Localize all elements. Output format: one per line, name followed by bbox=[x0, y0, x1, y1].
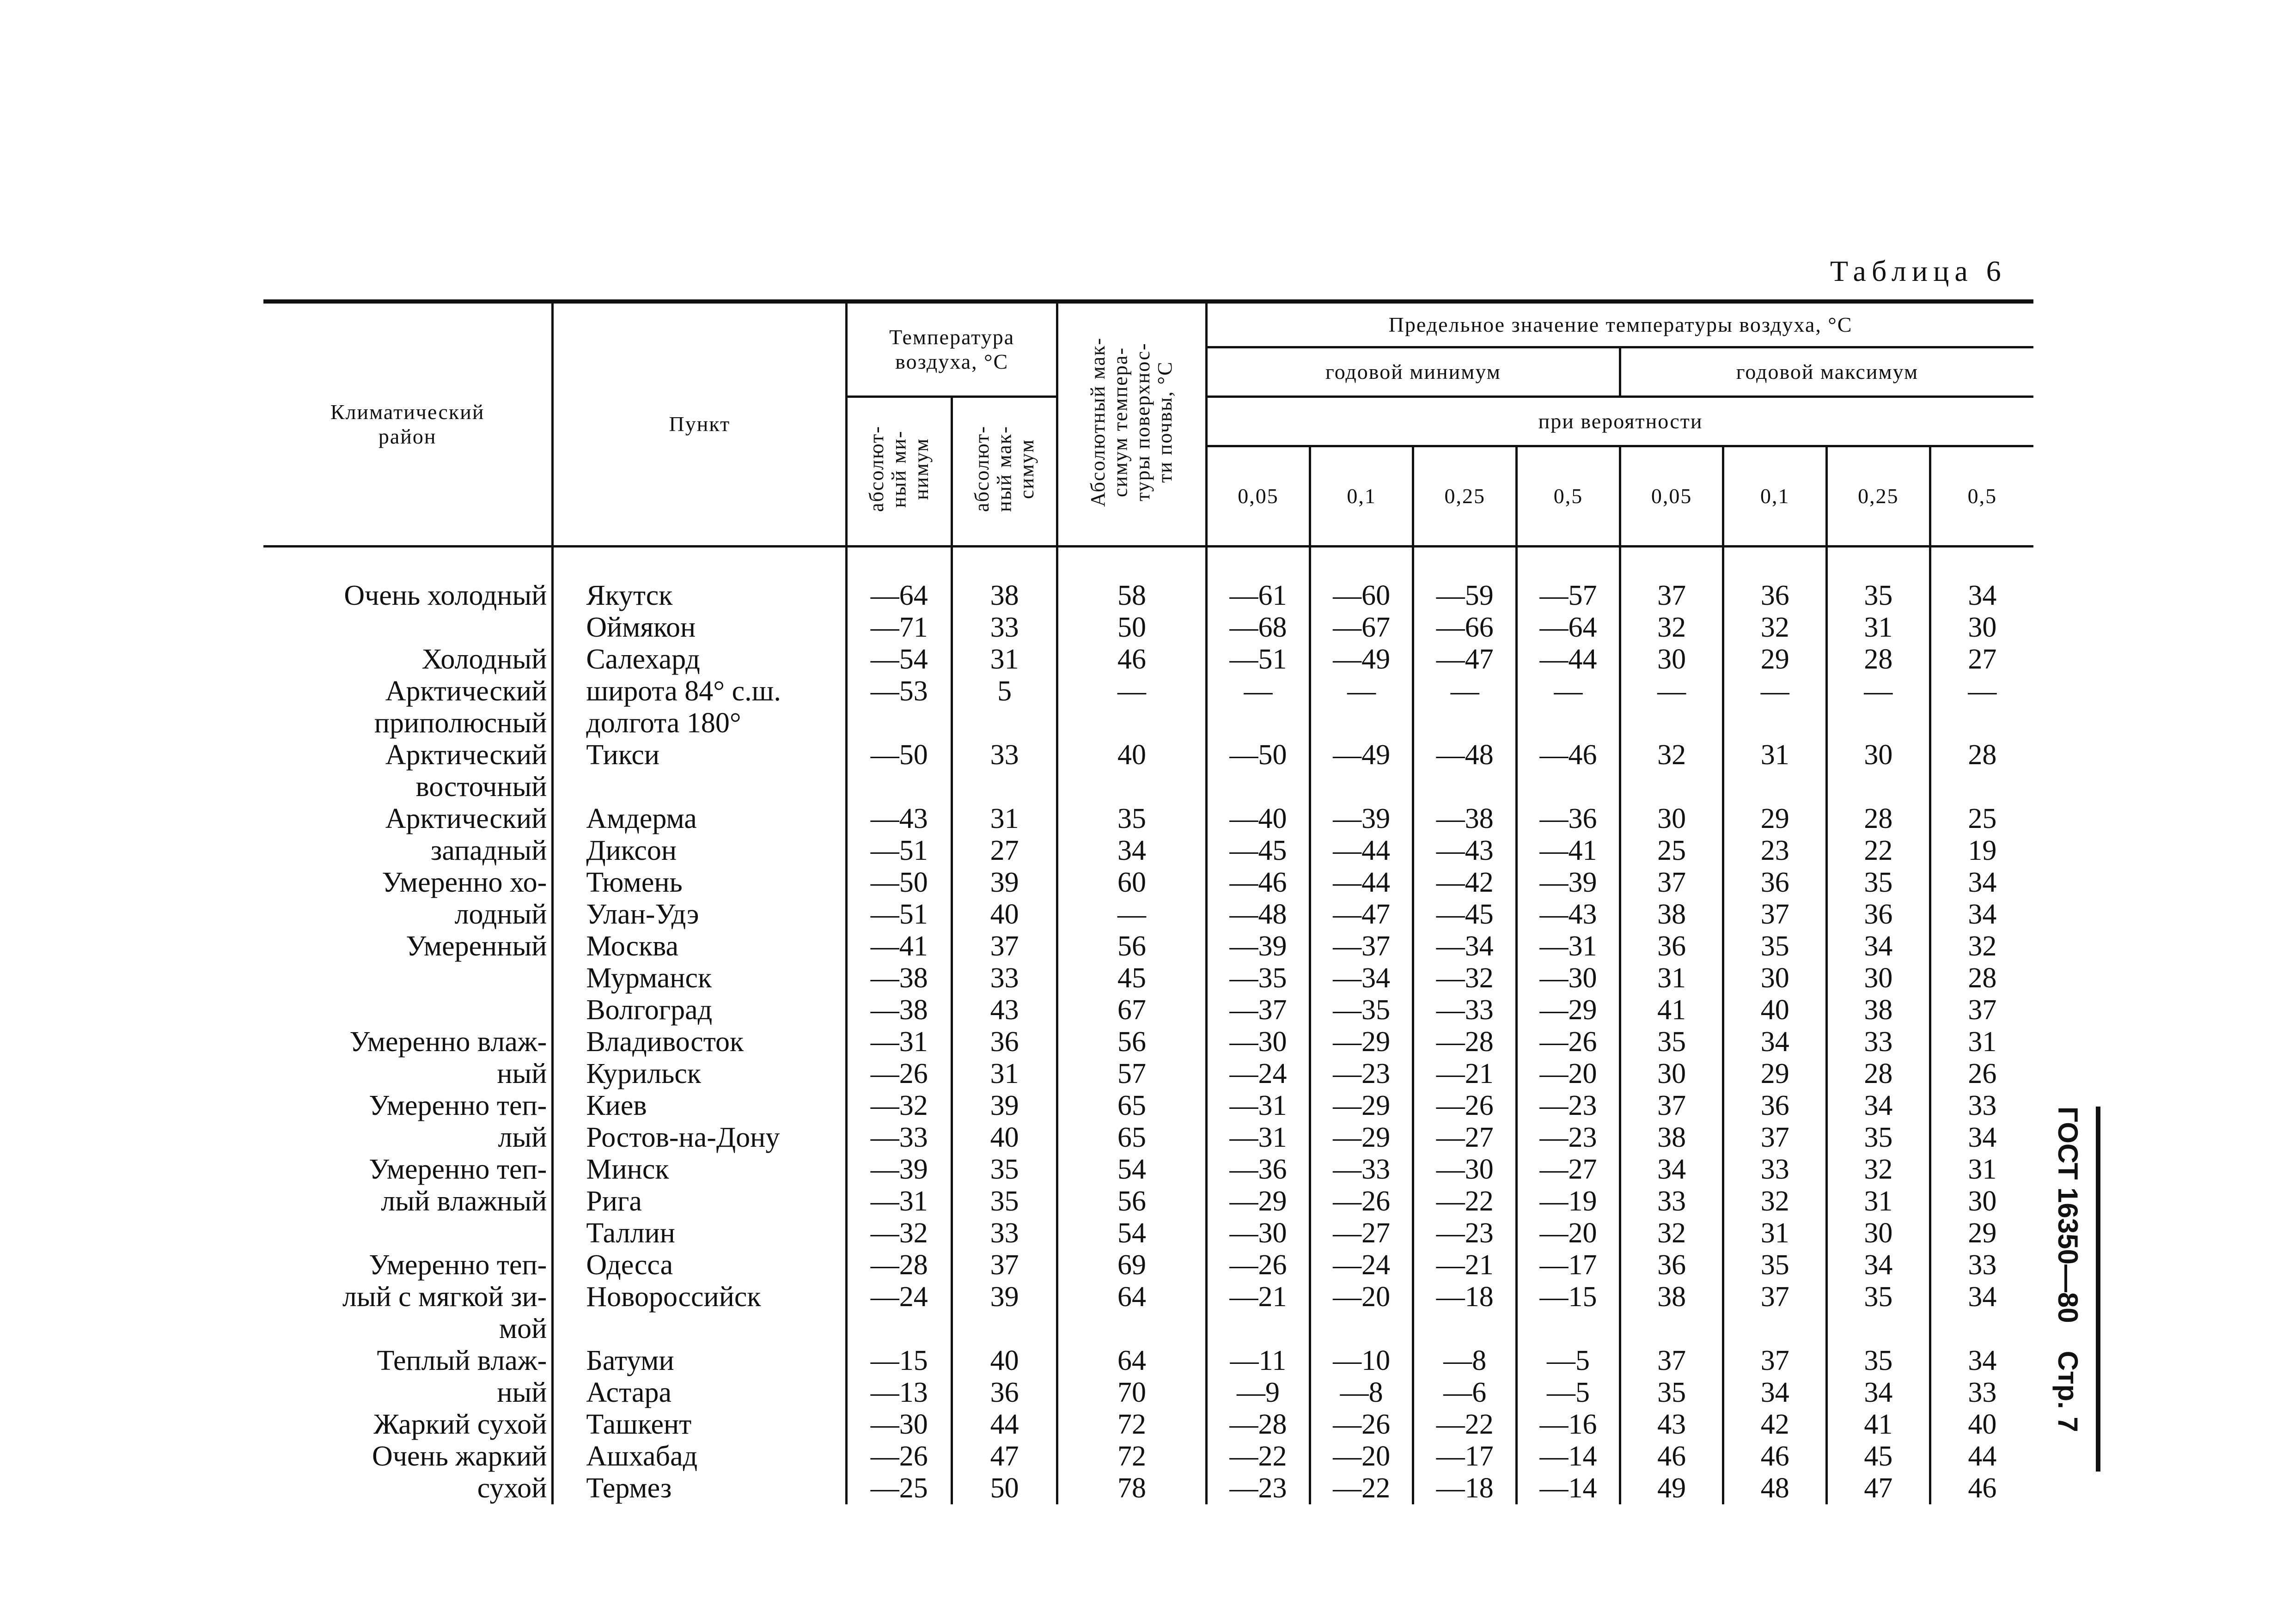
cell-point: широта 84° с.ш. долгота 180° bbox=[553, 675, 847, 739]
cell-limit-value: 33 28 bbox=[1827, 1026, 1930, 1090]
cell-limit-value: —31 —31 bbox=[1207, 1090, 1310, 1154]
header-point bbox=[553, 302, 847, 547]
cell-limit-value: 30 bbox=[1723, 962, 1827, 994]
cell-limit-value: —17 —18 bbox=[1413, 1441, 1517, 1504]
cell-limit-value: 46 49 bbox=[1620, 1441, 1723, 1504]
cell-limit-value: 37 38 bbox=[1620, 867, 1723, 931]
cell-abs-max: 38 bbox=[952, 547, 1057, 612]
cell-limit-value: 33 34 bbox=[1930, 1090, 2033, 1154]
cell-limit-value: 41 bbox=[1827, 1409, 1930, 1441]
cell-limit-value: 36 bbox=[1620, 931, 1723, 962]
cell-region: Жаркий сухой bbox=[373, 1409, 547, 1440]
cell-abs-max: 31 bbox=[952, 644, 1057, 675]
cell-limit-value: —27 bbox=[1310, 1217, 1413, 1249]
header-annual-min-label: годовой минимум bbox=[1325, 359, 1501, 383]
cell-region: Умеренно влаж- ный bbox=[349, 1026, 547, 1089]
cell-limit-value: —10 —8 bbox=[1310, 1345, 1413, 1409]
table-row bbox=[263, 1249, 2033, 1345]
header-abs-max bbox=[952, 397, 1057, 547]
cell-point: Салехард bbox=[553, 644, 847, 675]
cell-limit-value: 30 bbox=[1620, 644, 1723, 675]
cell-limit-value: —61 bbox=[1207, 547, 1310, 612]
cell-region bbox=[263, 962, 553, 994]
cell-point: Волгоград bbox=[553, 994, 847, 1026]
table-row bbox=[263, 1090, 2033, 1154]
cell-abs-max: 33 bbox=[952, 1217, 1057, 1249]
table-row bbox=[263, 931, 2033, 962]
cell-limit-value: —57 bbox=[1517, 547, 1620, 612]
cell-point: Якутск bbox=[553, 547, 847, 612]
cell-limit-value: 35 34 bbox=[1827, 1345, 1930, 1409]
cell-limit-value: 30 bbox=[1827, 1217, 1930, 1249]
cell-limit-value: 34 35 bbox=[1827, 1249, 1930, 1345]
cell-limit-value: 32 bbox=[1620, 739, 1723, 803]
standard-number: ГОСТ 16350—80 bbox=[2052, 1107, 2084, 1323]
cell-abs-max: 37 39 bbox=[952, 1249, 1057, 1345]
cell-limit-value: —47 bbox=[1413, 644, 1517, 675]
table-row bbox=[263, 1217, 2033, 1249]
header-point-label: Пункт bbox=[669, 412, 731, 436]
cell-abs-min: —50 —51 bbox=[847, 867, 952, 931]
cell-limit-value: — bbox=[1207, 675, 1310, 739]
cell-soil: 56 bbox=[1057, 931, 1206, 962]
cell-limit-value: 44 46 bbox=[1930, 1441, 2033, 1504]
header-abs-max-label: абсолют- ный мак- симум bbox=[970, 426, 1038, 512]
header-probability-label: при вероятности bbox=[1538, 409, 1703, 433]
cell-point: Владивосток Курильск bbox=[553, 1026, 847, 1090]
cell-point: Минск Рига bbox=[553, 1154, 847, 1217]
cell-limit-value: —46 —48 bbox=[1207, 867, 1310, 931]
cell-limit-value: —34 bbox=[1413, 931, 1517, 962]
header-prob: 0,1 bbox=[1310, 446, 1413, 547]
cell-soil: 35 34 bbox=[1057, 803, 1206, 867]
cell-limit-value: —32 bbox=[1413, 962, 1517, 994]
cell-limit-value: 40 bbox=[1723, 994, 1827, 1026]
cell-abs-min: —64 bbox=[847, 547, 952, 612]
cell-abs-max: 5 bbox=[952, 675, 1057, 739]
cell-soil: 56 57 bbox=[1057, 1026, 1206, 1090]
cell-limit-value: 34 34 bbox=[1930, 867, 2033, 931]
cell-limit-value: 33 34 bbox=[1930, 1249, 2033, 1345]
cell-limit-value: —26 bbox=[1310, 1409, 1413, 1441]
cell-limit-value: 34 35 bbox=[1827, 1090, 1930, 1154]
table-row bbox=[263, 547, 2033, 612]
cell-soil: 60 — bbox=[1057, 867, 1206, 931]
cell-limit-value: —22 —23 bbox=[1207, 1441, 1310, 1504]
table-row bbox=[263, 1409, 2033, 1441]
cell-region: Умеренно теп- лый bbox=[369, 1090, 547, 1153]
cell-abs-max: 40 36 bbox=[952, 1345, 1057, 1409]
cell-limit-value: — bbox=[1620, 675, 1723, 739]
cell-limit-value: 25 19 bbox=[1930, 803, 2033, 867]
cell-abs-min: —50 bbox=[847, 739, 952, 803]
cell-abs-min: —39 —31 bbox=[847, 1154, 952, 1217]
cell-limit-value: 34 33 bbox=[1620, 1154, 1723, 1217]
cell-limit-value: —29 —23 bbox=[1310, 1026, 1413, 1090]
cell-limit-value: —20 bbox=[1517, 1217, 1620, 1249]
cell-region: Умеренный bbox=[406, 931, 547, 962]
cell-limit-value: —33 bbox=[1413, 994, 1517, 1026]
cell-limit-value: 28 bbox=[1930, 739, 2033, 803]
table-body bbox=[263, 547, 2033, 1505]
cell-limit-value: 35 36 bbox=[1827, 867, 1930, 931]
cell-region: Арктический западный bbox=[385, 803, 547, 866]
cell-abs-min: —32 bbox=[847, 1217, 952, 1249]
header-annual-min bbox=[1207, 347, 1620, 397]
cell-limit-value: —36 —41 bbox=[1517, 803, 1620, 867]
table-caption: Таблица 6 bbox=[1830, 255, 2007, 287]
table-row bbox=[263, 1026, 2033, 1090]
cell-limit-value: —48 bbox=[1413, 739, 1517, 803]
cell-abs-min: —28 —24 bbox=[847, 1249, 952, 1345]
cell-abs-min: —26 —25 bbox=[847, 1441, 952, 1504]
header-prob: 0,05 bbox=[1207, 446, 1310, 547]
cell-region: Очень жаркий сухой bbox=[372, 1441, 547, 1504]
cell-point: Батуми Астара bbox=[553, 1345, 847, 1409]
cell-limit-value: —22 bbox=[1413, 1409, 1517, 1441]
cell-soil: 46 bbox=[1057, 644, 1206, 675]
cell-limit-value: —20 —22 bbox=[1310, 1441, 1413, 1504]
cell-limit-value: 37 bbox=[1930, 994, 2033, 1026]
cell-limit-value: —30 bbox=[1207, 1217, 1310, 1249]
cell-abs-min: —54 bbox=[847, 644, 952, 675]
cell-limit-value: —50 bbox=[1207, 739, 1310, 803]
cell-limit-value: — bbox=[1930, 675, 2033, 739]
cell-abs-max: 33 bbox=[952, 612, 1057, 644]
cell-limit-value: 36 38 bbox=[1620, 1249, 1723, 1345]
cell-soil: 64 70 bbox=[1057, 1345, 1206, 1409]
cell-limit-value: — bbox=[1310, 675, 1413, 739]
cell-point: Киев Ростов-на-Дону bbox=[553, 1090, 847, 1154]
cell-limit-value: 31 bbox=[1723, 1217, 1827, 1249]
cell-point: Таллин bbox=[553, 1217, 847, 1249]
cell-soil: 72 bbox=[1057, 1409, 1206, 1441]
table-row bbox=[263, 644, 2033, 675]
cell-limit-value: —44 bbox=[1517, 644, 1620, 675]
cell-limit-value: 31 bbox=[1723, 739, 1827, 803]
header-region-label: Климатический район bbox=[330, 400, 485, 448]
cell-limit-value: 36 37 bbox=[1723, 867, 1827, 931]
cell-abs-min: —38 bbox=[847, 962, 952, 994]
cell-limit-value: 36 37 bbox=[1723, 1090, 1827, 1154]
cell-abs-min: —15 —13 bbox=[847, 1345, 952, 1409]
side-stamp bbox=[2050, 1107, 2087, 1448]
cell-limit-value: 29 bbox=[1930, 1217, 2033, 1249]
cell-abs-max: 35 35 bbox=[952, 1154, 1057, 1217]
cell-limit-value: —28 —21 bbox=[1413, 1026, 1517, 1090]
cell-soil: 54 56 bbox=[1057, 1154, 1206, 1217]
table-row bbox=[263, 1441, 2033, 1504]
header-soil bbox=[1057, 302, 1206, 547]
cell-limit-value: 35 bbox=[1827, 547, 1930, 612]
cell-soil: 67 bbox=[1057, 994, 1206, 1026]
cell-limit-value: —23 bbox=[1413, 1217, 1517, 1249]
cell-soil: 54 bbox=[1057, 1217, 1206, 1249]
table-row bbox=[263, 612, 2033, 644]
cell-limit-value: —11 —9 bbox=[1207, 1345, 1310, 1409]
cell-limit-value: —36 —29 bbox=[1207, 1154, 1310, 1217]
header-annual-max bbox=[1620, 347, 2033, 397]
cell-limit-value: —34 bbox=[1310, 962, 1413, 994]
cell-limit-value: 28 bbox=[1930, 962, 2033, 994]
cell-limit-value: 35 bbox=[1723, 931, 1827, 962]
cell-abs-max: 43 bbox=[952, 994, 1057, 1026]
header-probability bbox=[1207, 397, 2033, 446]
cell-abs-max: 39 40 bbox=[952, 867, 1057, 931]
cell-limit-value: —8 —6 bbox=[1413, 1345, 1517, 1409]
cell-limit-value: 37 35 bbox=[1620, 1345, 1723, 1409]
cell-limit-value: —31 bbox=[1517, 931, 1620, 962]
cell-region: Теплый влаж- ный bbox=[377, 1345, 547, 1408]
header-prob: 0,5 bbox=[1930, 446, 2033, 547]
cell-abs-min: —43 —51 bbox=[847, 803, 952, 867]
cell-limit-value: 29 bbox=[1723, 644, 1827, 675]
cell-limit-value: —5 —5 bbox=[1517, 1345, 1620, 1409]
cell-abs-max: 33 bbox=[952, 962, 1057, 994]
table-row bbox=[263, 1345, 2033, 1409]
cell-limit-value: 31 30 bbox=[1930, 1154, 2033, 1217]
cell-abs-max: 37 bbox=[952, 931, 1057, 962]
cell-limit-value: —24 —20 bbox=[1310, 1249, 1413, 1345]
table-row bbox=[263, 803, 2033, 867]
cell-region: Арктический восточный bbox=[385, 739, 547, 803]
cell-limit-value: —39 —43 bbox=[1517, 867, 1620, 931]
cell-limit-value: 36 bbox=[1723, 547, 1827, 612]
cell-limit-value: 32 bbox=[1620, 1217, 1723, 1249]
header-abs-min-label: абсолют- ный ми- нимум bbox=[865, 426, 933, 512]
cell-limit-value: —39 —44 bbox=[1310, 803, 1413, 867]
cell-limit-value: —35 bbox=[1207, 962, 1310, 994]
cell-limit-value: 45 47 bbox=[1827, 1441, 1930, 1504]
cell-limit-value: —27 —19 bbox=[1517, 1154, 1620, 1217]
cell-limit-value: 46 48 bbox=[1723, 1441, 1827, 1504]
header-prob: 0,5 bbox=[1517, 446, 1620, 547]
header-region bbox=[263, 302, 553, 547]
header-prob: 0,1 bbox=[1723, 446, 1827, 547]
cell-limit-value: —26 —27 bbox=[1413, 1090, 1517, 1154]
table-row bbox=[263, 962, 2033, 994]
cell-limit-value: 32 bbox=[1620, 612, 1723, 644]
cell-limit-value: —29 bbox=[1517, 994, 1620, 1026]
cell-limit-value: 31 bbox=[1620, 962, 1723, 994]
cell-limit-value: 30 bbox=[1827, 739, 1930, 803]
header-soil-label: Абсолютный мак- симум темпера- туры поверхнос- ти почвы, °С bbox=[1086, 336, 1177, 507]
cell-limit-value: 33 32 bbox=[1723, 1154, 1827, 1217]
table-row bbox=[263, 867, 2033, 931]
cell-point: Тюмень Улан-Удэ bbox=[553, 867, 847, 931]
cell-limit-value: —33 —26 bbox=[1310, 1154, 1413, 1217]
cell-limit-value: —67 bbox=[1310, 612, 1413, 644]
cell-limit-value: —40 —45 bbox=[1207, 803, 1310, 867]
cell-limit-value: 34 33 bbox=[1930, 1345, 2033, 1409]
cell-limit-value: 34 bbox=[1930, 547, 2033, 612]
cell-region: Умеренно хо- лодный bbox=[382, 867, 547, 930]
header-air-temp-label: Температура воздуха, °С bbox=[889, 325, 1015, 373]
cell-region bbox=[263, 1217, 553, 1249]
table-row bbox=[263, 1154, 2033, 1217]
cell-limit-value: —44 —47 bbox=[1310, 867, 1413, 931]
cell-limit-value: 32 bbox=[1930, 931, 2033, 962]
cell-region bbox=[263, 612, 553, 644]
cell-point: Ашхабад Термез bbox=[553, 1441, 847, 1504]
cell-limit-value: 32 bbox=[1723, 612, 1827, 644]
cell-region bbox=[263, 994, 553, 1026]
cell-abs-min: —38 bbox=[847, 994, 952, 1026]
cell-limit-value: 35 30 bbox=[1620, 1026, 1723, 1090]
cell-limit-value: 37 34 bbox=[1723, 1345, 1827, 1409]
cell-limit-value: 30 25 bbox=[1620, 803, 1723, 867]
cell-limit-value: — bbox=[1413, 675, 1517, 739]
cell-limit-value: 37 38 bbox=[1620, 1090, 1723, 1154]
cell-limit-value: 31 26 bbox=[1930, 1026, 2033, 1090]
cell-abs-max: 33 bbox=[952, 739, 1057, 803]
cell-region: Умеренно теп- лый с мягкой зи- мой bbox=[342, 1249, 547, 1344]
cell-point: Тикси bbox=[553, 739, 847, 803]
cell-limit-value: —30 —22 bbox=[1413, 1154, 1517, 1217]
cell-limit-value: —28 bbox=[1207, 1409, 1310, 1441]
cell-limit-value: 28 bbox=[1827, 644, 1930, 675]
header-prob: 0,05 bbox=[1620, 446, 1723, 547]
cell-limit-value: — bbox=[1827, 675, 1930, 739]
cell-abs-max: 31 27 bbox=[952, 803, 1057, 867]
cell-soil: 40 bbox=[1057, 739, 1206, 803]
cell-limit-value: 43 bbox=[1620, 1409, 1723, 1441]
cell-point: Ташкент bbox=[553, 1409, 847, 1441]
cell-limit-value: —37 bbox=[1310, 931, 1413, 962]
cell-soil: 65 65 bbox=[1057, 1090, 1206, 1154]
cell-abs-max: 36 31 bbox=[952, 1026, 1057, 1090]
cell-limit-value: 34 bbox=[1827, 931, 1930, 962]
cell-region: Очень холодный bbox=[344, 580, 547, 611]
header-prob: 0,25 bbox=[1413, 446, 1517, 547]
page-number: Стр. 7 bbox=[2052, 1350, 2084, 1432]
cell-limit-value: —21 —18 bbox=[1413, 1249, 1517, 1345]
table-row bbox=[263, 739, 2033, 803]
cell-soil: 58 bbox=[1057, 547, 1206, 612]
cell-limit-value: —68 bbox=[1207, 612, 1310, 644]
cell-limit-value: 30 bbox=[1930, 612, 2033, 644]
cell-limit-value: —23 —23 bbox=[1517, 1090, 1620, 1154]
table-row bbox=[263, 994, 2033, 1026]
cell-point: Амдерма Диксон bbox=[553, 803, 847, 867]
cell-limit-value: —64 bbox=[1517, 612, 1620, 644]
cell-limit-value: 29 23 bbox=[1723, 803, 1827, 867]
cell-soil: 69 64 bbox=[1057, 1249, 1206, 1345]
cell-limit-value: —49 bbox=[1310, 739, 1413, 803]
cell-region: Арктический приполюсный bbox=[374, 675, 547, 739]
cell-abs-min: —32 —33 bbox=[847, 1090, 952, 1154]
cell-limit-value: —59 bbox=[1413, 547, 1517, 612]
cell-limit-value: 38 bbox=[1827, 994, 1930, 1026]
cell-limit-value: —37 bbox=[1207, 994, 1310, 1026]
cell-limit-value: —49 bbox=[1310, 644, 1413, 675]
cell-limit-value: —17 —15 bbox=[1517, 1249, 1620, 1345]
header-annual-max-label: годовой максимум bbox=[1736, 359, 1919, 383]
cell-limit-value: 35 37 bbox=[1723, 1249, 1827, 1345]
cell-limit-value: — bbox=[1517, 675, 1620, 739]
cell-limit-value: —38 —43 bbox=[1413, 803, 1517, 867]
cell-soil: — bbox=[1057, 675, 1206, 739]
cell-abs-min: —30 bbox=[847, 1409, 952, 1441]
cell-abs-max: 39 40 bbox=[952, 1090, 1057, 1154]
cell-limit-value: —30 —24 bbox=[1207, 1026, 1310, 1090]
cell-limit-value: 31 bbox=[1827, 612, 1930, 644]
cell-abs-min: —71 bbox=[847, 612, 952, 644]
cell-limit-value: —16 bbox=[1517, 1409, 1620, 1441]
header-air-temp bbox=[847, 302, 1057, 397]
cell-point: Оймякон bbox=[553, 612, 847, 644]
cell-abs-max: 47 50 bbox=[952, 1441, 1057, 1504]
header-abs-min bbox=[847, 397, 952, 547]
cell-abs-min: —31 —26 bbox=[847, 1026, 952, 1090]
cell-limit-value: 32 31 bbox=[1827, 1154, 1930, 1217]
cell-limit-value: —35 bbox=[1310, 994, 1413, 1026]
cell-limit-value: —26 —21 bbox=[1207, 1249, 1310, 1345]
cell-point: Мурманск bbox=[553, 962, 847, 994]
table-row bbox=[263, 675, 2033, 739]
cell-region: Умеренно теп- лый влажный bbox=[369, 1154, 547, 1217]
cell-limit-value: 28 22 bbox=[1827, 803, 1930, 867]
cell-abs-min: —53 bbox=[847, 675, 952, 739]
header-prob: 0,25 bbox=[1827, 446, 1930, 547]
cell-limit-value: —30 bbox=[1517, 962, 1620, 994]
cell-limit-value: 41 bbox=[1620, 994, 1723, 1026]
cell-limit-value: —14 —14 bbox=[1517, 1441, 1620, 1504]
cell-soil: 50 bbox=[1057, 612, 1206, 644]
cell-soil: 72 78 bbox=[1057, 1441, 1206, 1504]
cell-limit-value: 27 bbox=[1930, 644, 2033, 675]
cell-limit-value: —60 bbox=[1310, 547, 1413, 612]
cell-point: Одесса Новороссийск bbox=[553, 1249, 847, 1345]
cell-limit-value: 42 bbox=[1723, 1409, 1827, 1441]
cell-abs-max: 44 bbox=[952, 1409, 1057, 1441]
cell-limit-value: 37 bbox=[1620, 547, 1723, 612]
cell-limit-value: —42 —45 bbox=[1413, 867, 1517, 931]
side-rule bbox=[2096, 1107, 2100, 1472]
cell-soil: 45 bbox=[1057, 962, 1206, 994]
cell-limit-value: —29 —29 bbox=[1310, 1090, 1413, 1154]
header-limit-label: Предельное значение температуры воздуха, °С bbox=[1388, 312, 1853, 336]
cell-limit-value: 30 bbox=[1827, 962, 1930, 994]
cell-point: Москва bbox=[553, 931, 847, 962]
cell-limit-value: 40 bbox=[1930, 1409, 2033, 1441]
cell-limit-value: 34 29 bbox=[1723, 1026, 1827, 1090]
cell-limit-value: —66 bbox=[1413, 612, 1517, 644]
cell-region: Холодный bbox=[421, 644, 547, 675]
cell-abs-min: —41 bbox=[847, 931, 952, 962]
climate-table bbox=[263, 299, 2033, 1504]
cell-limit-value: —26 —20 bbox=[1517, 1026, 1620, 1090]
cell-limit-value: —51 bbox=[1207, 644, 1310, 675]
header-limit bbox=[1207, 302, 2033, 347]
cell-limit-value: —46 bbox=[1517, 739, 1620, 803]
cell-limit-value: — bbox=[1723, 675, 1827, 739]
cell-limit-value: —39 bbox=[1207, 931, 1310, 962]
